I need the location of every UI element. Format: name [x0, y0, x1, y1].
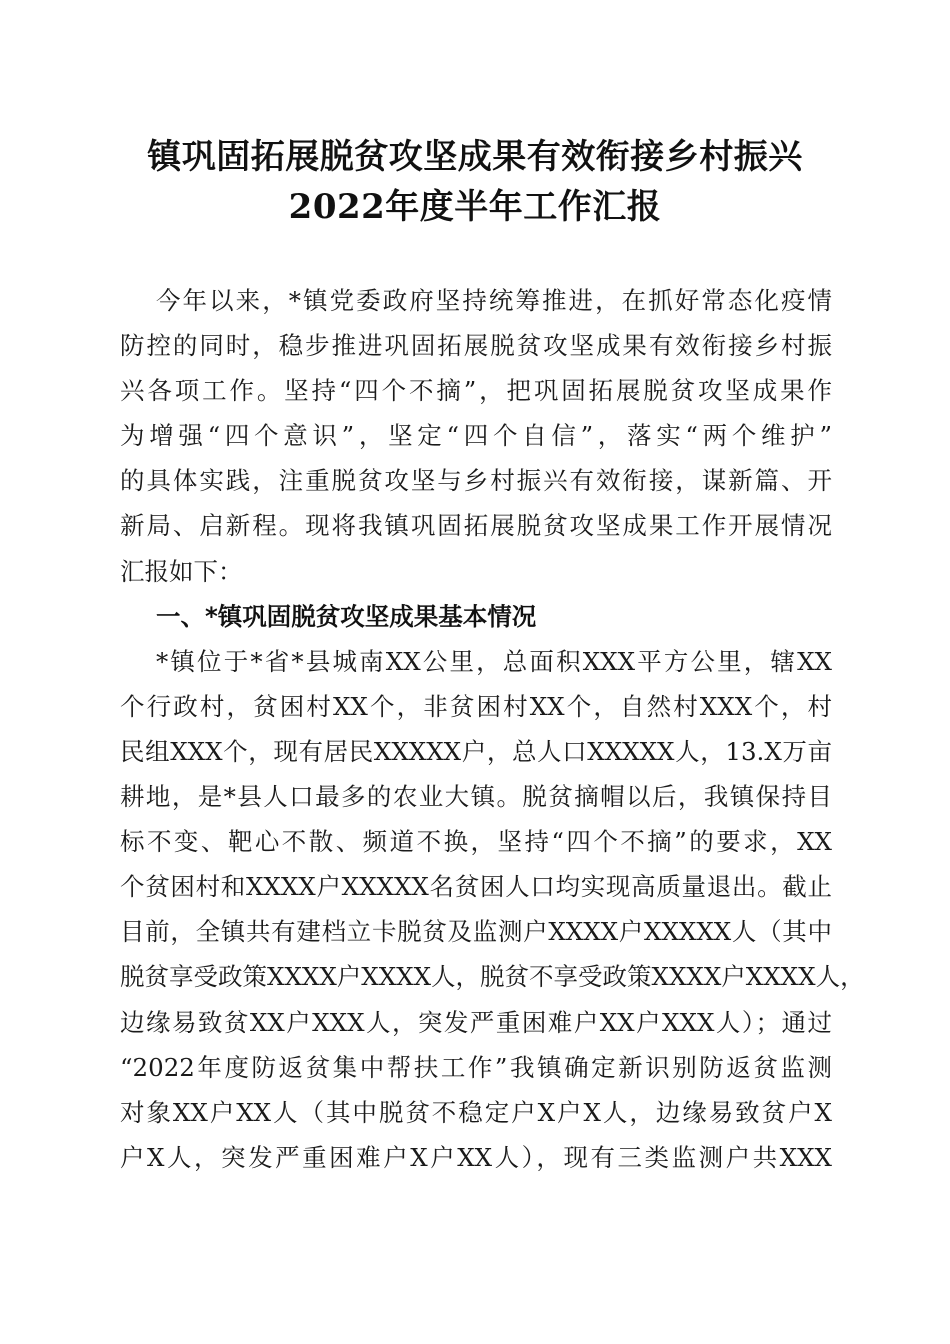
paragraph-line: 标不变、靶心不散、频道不换，坚持“四个不摘”的要求，XX: [120, 827, 832, 857]
title-line-2: 2022年度半年工作汇报: [288, 187, 662, 227]
paragraph-line: “2022年度防返贫集中帮扶工作”我镇确定新识别防返贫监测: [120, 1052, 832, 1082]
document-body: [120, 278, 865, 1180]
document-title: [0, 132, 950, 232]
intro-paragraph: [120, 278, 832, 594]
paragraph-line: 目前，全镇共有建档立卡脱贫及监测户XXXX户XXXXX人（其中: [120, 917, 832, 947]
paragraph-line: 兴各项工作。坚持“四个不摘”，把巩固拓展脱贫攻坚成果作: [120, 376, 832, 406]
section-heading: 一、*镇巩固脱贫攻坚成果基本情况: [156, 601, 537, 631]
paragraph-line: 为增强“四个意识”，坚定“四个自信”，落实“两个维护”: [120, 421, 832, 451]
paragraph-line: 防控的同时，稳步推进巩固拓展脱贫攻坚成果有效衔接乡村振: [120, 331, 832, 361]
paragraph-line: 对象XX户XX人（其中脱贫不稳定户X户X人，边缘易致贫户X: [120, 1097, 832, 1127]
paragraph-line: 边缘易致贫XX户XXX人，突发严重困难户XX户XXX人）；通过: [120, 1007, 832, 1037]
section-paragraph: [120, 639, 865, 1180]
paragraph-line: 个行政村，贫困村XX个，非贫困村XX个，自然村XXX个，村: [120, 691, 832, 721]
title-line-1: 镇巩固拓展脱贫攻坚成果有效衔接乡村振兴: [147, 137, 803, 177]
paragraph-line: 耕地，是*县人口最多的农业大镇。脱贫摘帽以后，我镇保持目: [120, 782, 832, 812]
paragraph-line: 汇报如下：: [120, 556, 243, 586]
paragraph-line: 户X人，突发严重困难户X户XX人），现有三类监测户共XXX: [120, 1142, 832, 1172]
paragraph-line: 今年以来，*镇党委政府坚持统筹推进，在抓好常态化疫情: [156, 286, 832, 315]
paragraph-line: 的具体实践，注重脱贫攻坚与乡村振兴有效衔接，谋新篇、开: [120, 466, 832, 496]
paragraph-line: 民组XXX个，现有居民XXXXX户，总人口XXXXX人，13.X万亩: [120, 736, 832, 766]
paragraph-line: 脱贫享受政策XXXX户XXXX人，脱贫不享受政策XXXX户XXXX人，: [120, 962, 865, 992]
paragraph-line: 个贫困村和XXXX户XXXXX名贫困人口均实现高质量退出。截止: [120, 872, 832, 902]
paragraph-line: 新局、启新程。现将我镇巩固拓展脱贫攻坚成果工作开展情况: [120, 511, 832, 541]
paragraph-line: *镇位于*省*县城南XX公里，总面积XXX平方公里，辖XX: [156, 646, 832, 676]
